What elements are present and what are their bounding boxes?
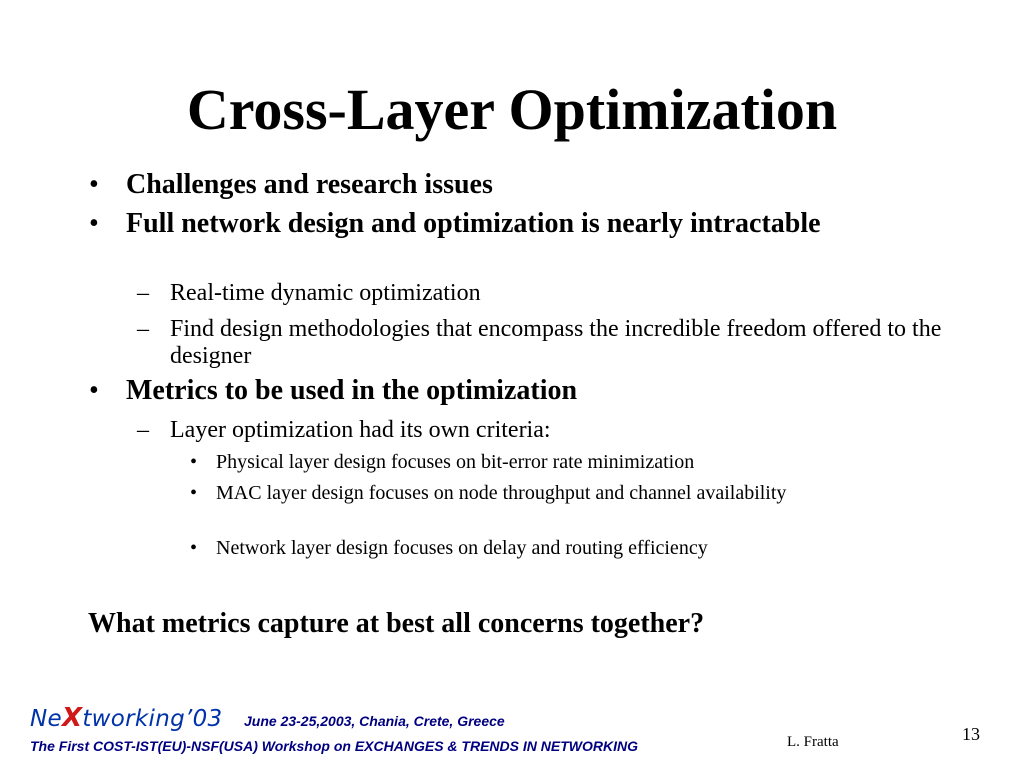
bullet-glyph: • — [89, 169, 99, 200]
bullet-text: Metrics to be used in the optimization — [126, 375, 578, 406]
bullet-glyph: • — [190, 537, 198, 559]
bullet-glyph: • — [190, 482, 198, 504]
bullet-text: Challenges and research issues — [126, 169, 493, 200]
nextworking-logo — [30, 703, 222, 734]
dash-glyph: – — [137, 316, 149, 342]
slide-title: Cross-Layer Optimization — [186, 77, 838, 142]
sub-bullet-text: Find design methodologies that encompass the incredible freedom offered to the designer — [170, 316, 942, 369]
bullet-text: Full network design and optimization is nearly intractable — [126, 208, 821, 239]
logo-x-accent: X — [61, 703, 83, 733]
bullet-glyph: • — [190, 451, 198, 473]
logo-text-suffix: tworking’03 — [82, 706, 223, 732]
bullet-glyph: • — [89, 208, 99, 239]
sub-sub-bullet-item — [190, 481, 866, 505]
bullet-glyph: • — [89, 375, 99, 406]
bullet-item — [89, 374, 826, 407]
sub-bullet-item — [137, 316, 950, 370]
footer-workshop-title: The First COST-IST(EU)-NSF(USA) Workshop on EXCHANGES & TRENDS IN NETWORKING — [30, 738, 638, 754]
sub-sub-bullet-item — [190, 536, 866, 560]
footer-author: L. Fratta — [787, 734, 839, 750]
sub-sub-bullet-text: MAC layer design focuses on node throughput and channel availability — [216, 482, 787, 504]
sub-bullet-text: Real-time dynamic optimization — [170, 280, 481, 306]
dash-glyph: – — [137, 417, 149, 443]
sub-sub-bullet-text: Network layer design focuses on delay and routing efficiency — [216, 537, 708, 559]
closing-question: What metrics capture at best all concerns together? — [88, 608, 705, 639]
logo-text-prefix: Ne — [30, 706, 62, 732]
footer-date-location: June 23-25,2003, Chania, Crete, Greece — [244, 713, 505, 729]
sub-bullet-text: Layer optimization had its own criteria: — [170, 417, 551, 443]
sub-bullet-item — [137, 280, 950, 307]
sub-bullet-item — [137, 417, 950, 444]
dash-glyph: – — [137, 280, 149, 306]
sub-sub-bullet-text: Physical layer design focuses on bit-error rate minimization — [216, 451, 695, 473]
bullet-item — [89, 168, 826, 201]
sub-sub-bullet-item — [190, 450, 866, 474]
page-number: 13 — [962, 724, 980, 744]
bullet-item — [89, 207, 826, 240]
